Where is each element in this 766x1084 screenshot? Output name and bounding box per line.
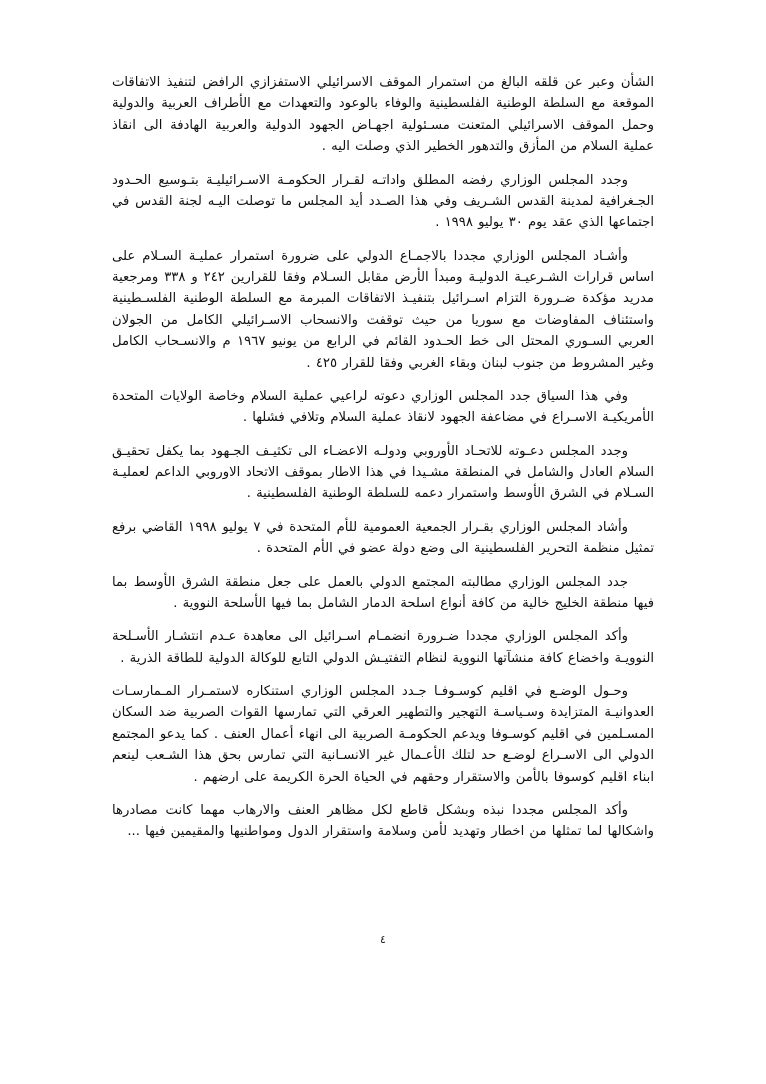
paragraph-9: وحـول الوضـع في اقليم كوسـوفـا جـدد المجلس الوزاري استنكاره لاستمـرار المـمارسـات العدوانيـة المتزايدة وسـياسـة التهجير والتطهير العرقي التي تمارسها القوات الصربية ضد السكان المسـلمين في اقليم كوسـوفا ويدعم الحكومـة الصربية الى انهاء أعمال العنف . كما يدعو المجتمع الدولي الى الاسـراع لوضـع حد لتلك الأعـمال غير الانسـانية التي تمارس بحق هذا الشـعب لينعم ابناء اقليم كوسوفا بالأمن والاستقرار وحقهم في الحياة الحرة الكريمة على ارضهم .: [112, 684, 654, 785]
document-body: [112, 72, 654, 843]
paragraph-3: وأشـاد المجلس الوزاري مجددا بالاجمـاع الدولي على ضرورة استمرار عمليـة السـلام على اساس قرارات الشـرعيـة الدوليـة ومبدأ الأرض مقابل السـلام وفقا للقرارين ٢٤٢ و ٣٣٨ ومرجعية مدريد مؤكدة ضـرورة التزام اسـرائيل بتنفيـذ الاتفاقات المبرمة مع السلطة الوطنية الفلسـطينية واستئناف المفاوضات مع سوريا من حيث توقفت والانسحاب الاسـرائيلي الكامل من الجولان العربي السـوري المحتل الى خط الحـدود القائم في الرابع من يونيو ١٩٦٧ م والانسـحاب الكامل وغير المشروط من جنوب لبنان وبقاء الغربي وفقا للقرار ٤٢٥ .: [112, 248, 654, 371]
page-number: ٤: [380, 933, 386, 946]
paragraph-1: الشأن وعبر عن قلقه البالغ من استمرار الموقف الاسرائيلي الاستفزازي الرافض لتنفيذ الاتفاقات الموقعة مع السلطة الوطنية الفلسطينية والوفاء بالوعود والتعهدات مع الأطراف العربية والدولية وحمل الموقف الاسرائيلي المتعنت مسـئولية اجهـاض الجهود الدولية والعربية الهادفة الى انقاذ عملية السلام من المأزق والتدهور الخطير الذي وصلت اليه .: [112, 75, 654, 155]
paragraph-6: وأشاد المجلس الوزاري بقـرار الجمعية العمومية للأم المتحدة في ٧ يوليو ١٩٩٨ القاضي برفع تمثيل منظمة التحرير الفلسطينية الى وضع دولة عضو في الأم المتحدة .: [112, 519, 654, 557]
paragraph-10: وأكد المجلس مجددا نبذه وبشكل قاطع لكل مظاهر العنف والارهاب مهما كانت مصادرها واشكالها لما تمثلها من اخطار وتهديد لأمن وسلامة واستقرار الدول ومواطنيها والمقيمين فيها ...: [112, 802, 654, 840]
paragraph-2: وجدد المجلس الوزاري رفضه المطلق واداتـه لقـرار الحكومـة الاسـرائيليـة بتـوسيع الحـدود الجـغرافية لمدينة القدس الشـريف وفي هذا الصـدد أيد المجلس ما توصلت اليـه لجنة القدس في اجتماعها الذي عقد يوم ٣٠ يوليو ١٩٩٨ .: [112, 172, 654, 231]
paragraph-5: وجدد المجلس دعـوته للاتحـاد الأوروبي ودولـه الاعضـاء الى تكثيـف الجـهود بما يكفل تحقيـق السلام العادل والشامل في المنطقة مشـيدا في هذا الاطار بموقف الاتحاد الاوروبي الداعم لعمليـة السـلام في الشرق الأوسط واستمرار دعمه للسلطة الوطنية الفلسطينية .: [112, 443, 654, 502]
paragraph-8: وأكد المجلس الوزاري مجددا ضـرورة انضمـام اسـرائيل الى معاهدة عـدم انتشـار الأسـلحة النوويـة واخضاع كافة منشآتها النووية لنظام التفتيـش الدولي التابع للوكالة الدولية للطاقة الذرية .: [112, 629, 654, 666]
paragraph-7: جدد المجلس الوزاري مطالبته المجتمع الدولي بالعمل على جعل منطقة الشرق الأوسط بما فيها منطقة الخليج خالية من كافة أنواع اسلحة الدمار الشامل بما فيها الأسلحة النووية .: [112, 574, 654, 611]
paragraph-4: وفي هذا السياق جدد المجلس الوزاري دعوته لراعيي عملية السلام وخاصة الولايات المتحدة الأمريكيـة الاسـراع في مضاعفة الجهود لانقاذ عملية السلام وتلافي فشلها .: [112, 388, 654, 426]
